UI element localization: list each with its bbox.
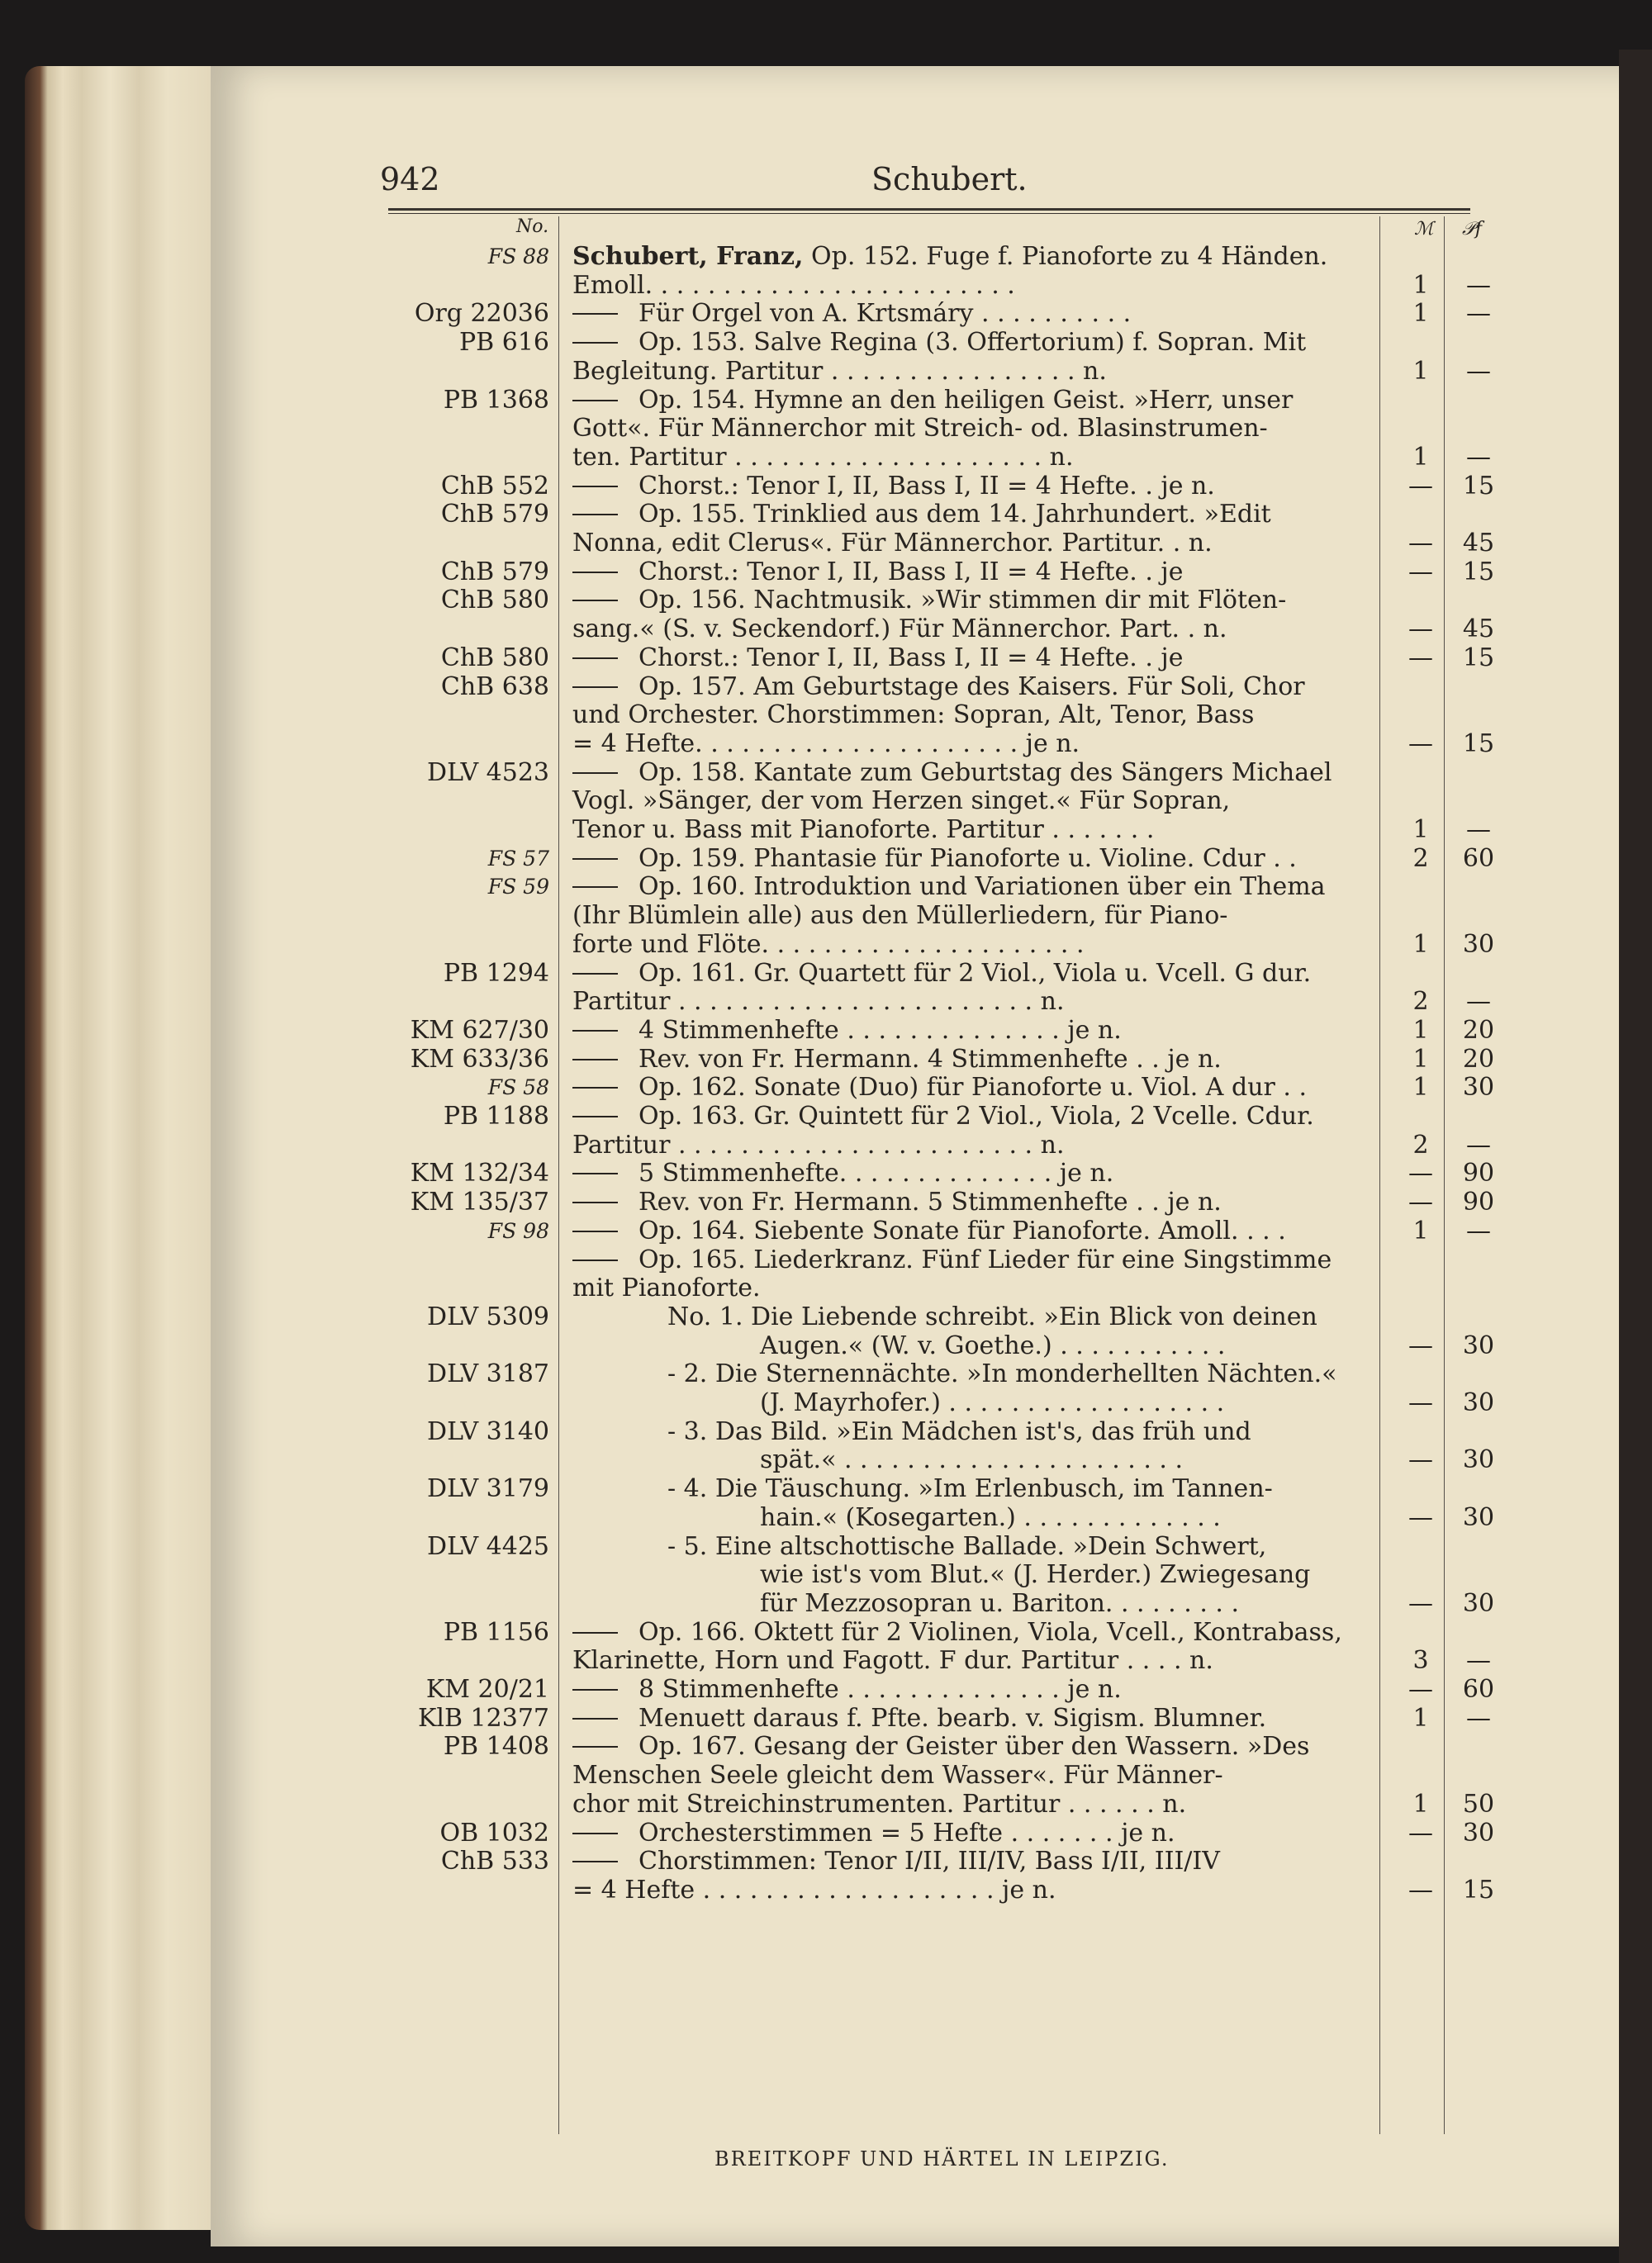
entry-description: Menschen Seele gleicht dem Wasser«. Für Männer- [572,1761,1223,1791]
price-mark: 1 [1412,299,1429,329]
entry-description: Rev. von Fr. Hermann. 5 Stimmenhefte . . je n. [638,1188,1222,1217]
col-head-mark: ℳ [1414,219,1434,240]
price-mark: — [1408,614,1433,644]
entry-line [0,1847,1652,1876]
plate-number: FS 58 [487,1075,549,1100]
price-pfennig: 30 [1462,1388,1495,1417]
plate-number: DLV 4425 [427,1531,549,1561]
entry-line [0,1245,1652,1274]
entry-line [0,1045,1652,1074]
entry-line [0,1589,1652,1618]
entry-description: No. 1. Die Liebende schreibt. »Ein Blick von deinen [667,1302,1317,1331]
price-pfennig: 90 [1462,1159,1495,1188]
entry-description: (Ihr Blümlein alle) aus den Müllerliedern, für Piano- [572,901,1228,931]
price-mark: — [1408,1875,1433,1905]
plate-number: ChB 580 [440,643,549,672]
price-pfennig: — [1466,1646,1491,1676]
entry-description: Op. 160. Introduktion und Variationen über ein Thema [638,872,1326,902]
entry-description: Vogl. »Sänger, der vom Herzen singet.« Für Sopran, [572,786,1231,816]
price-pfennig: — [1466,815,1491,844]
entry-description: Op. 163. Gr. Quintett für 2 Viol., Viola, 2 Vcelle. Cdur. [638,1102,1314,1131]
ditto-dash [572,1689,618,1691]
entry-description: Op. 167. Gesang der Geister über den Wassern. »Des [638,1732,1310,1762]
entry-line [0,1761,1652,1790]
plate-number: PB 1188 [443,1102,549,1131]
ditto-dash [572,1087,618,1089]
entry-description: und Orchester. Chorstimmen: Sopran, Alt, Tenor, Bass [572,700,1255,730]
entry-line [0,299,1652,328]
entry-line [0,758,1652,787]
publisher-footer: BREITKOPF UND HÄRTEL IN LEIPZIG. [714,2147,1170,2170]
price-mark: — [1408,1675,1433,1704]
price-pfennig: 15 [1462,471,1495,501]
entry-description: wie ist's vom Blut.« (J. Herder.) Zwiegesang [760,1560,1311,1590]
price-mark: 1 [1412,1789,1429,1819]
ditto-dash [572,1260,618,1261]
price-mark: — [1408,1502,1433,1532]
entry-description: mit Pianoforte. [572,1274,761,1303]
plate-number: DLV 3140 [427,1416,549,1446]
entry-description: Augen.« (W. v. Goethe.) . . . . . . . . . . . [760,1331,1226,1360]
entry-line [0,786,1652,815]
entry-description: Chorst.: Tenor I, II, Bass I, II = 4 Hefte. . je n. [638,471,1215,501]
entry-line [0,557,1652,586]
entry-description: = 4 Hefte . . . . . . . . . . . . . . . . . . . je n. [572,1875,1056,1905]
plate-number: OB 1032 [439,1818,549,1848]
entry-line [0,1503,1652,1532]
price-pfennig: 15 [1462,557,1495,586]
plate-number: KM 633/36 [410,1044,549,1074]
ditto-dash [572,600,618,601]
entry-description: Op. 159. Phantasie für Pianoforte u. Violine. Cdur . . [638,843,1297,873]
entry-line [0,443,1652,472]
plate-number: KM 135/37 [410,1188,549,1217]
price-mark: 2 [1412,1130,1429,1160]
plate-number: PB 1408 [443,1732,549,1762]
price-mark: 3 [1412,1646,1429,1676]
page-title: Schubert. [871,161,1028,197]
ditto-dash [572,657,618,659]
entry-description: Op. 166. Oktett für 2 Violinen, Viola, Vcell., Kontrabass, [638,1617,1342,1647]
plate-number: ChB 533 [440,1847,549,1876]
entry-line [0,271,1652,300]
entry-description: Partitur . . . . . . . . . . . . . . . . . . . . . . . n. [572,987,1065,1017]
entry-line [0,987,1652,1016]
ditto-dash [572,772,618,774]
entry-line [0,872,1652,901]
entry-line [0,1302,1652,1331]
plate-number: KlB 12377 [417,1703,549,1733]
entry-description: Emoll. . . . . . . . . . . . . . . . . . . . . . . . [572,270,1015,300]
price-pfennig: 30 [1462,1445,1495,1475]
entry-description: Op. 165. Liederkranz. Fünf Lieder für eine Singstimme [638,1245,1332,1274]
entry-description: Schubert, Franz, Op. 152. Fuge f. Pianoforte zu 4 Händen. [572,242,1328,271]
plate-number: FS 59 [487,875,549,899]
ditto-dash [572,572,618,573]
entry-description: Op. 155. Trinklied aus dem 14. Jahrhundert. »Edit [638,500,1271,529]
price-pfennig: — [1466,270,1491,300]
entry-line [0,815,1652,844]
ditto-dash [572,1202,618,1203]
price-mark: — [1408,1159,1433,1188]
ditto-dash [572,514,618,515]
entry-description: Op. 157. Am Geburtstage des Kaisers. Für Soli, Chor [638,671,1305,701]
entry-line [0,1102,1652,1131]
entry-description: forte und Flöte. . . . . . . . . . . . . . . . . . . . . [572,929,1085,959]
entry-line [0,1646,1652,1675]
entry-line [0,1131,1652,1160]
plate-number: ChB 580 [440,586,549,615]
ditto-dash [572,313,618,315]
price-pfennig: 30 [1462,1331,1495,1360]
entry-description: für Mezzosopran u. Bariton. . . . . . . . . [760,1588,1240,1618]
price-pfennig: — [1466,1216,1491,1245]
entry-line [0,1188,1652,1217]
ditto-dash [572,1861,618,1862]
price-mark: 1 [1412,1703,1429,1733]
price-pfennig: 90 [1462,1188,1495,1217]
entry-line [0,242,1652,271]
composer-name: Schubert, Franz, [572,242,804,271]
entry-description: Op. 158. Kantate zum Geburtstag des Sängers Michael [638,757,1332,787]
entry-line [0,1417,1652,1446]
price-pfennig: 30 [1462,1073,1495,1103]
entry-line [0,472,1652,501]
entry-description: 4 Stimmenhefte . . . . . . . . . . . . . . je n. [638,1015,1122,1045]
plate-number: PB 1368 [443,385,549,415]
price-mark: — [1408,1588,1433,1618]
entry-description: Chorst.: Tenor I, II, Bass I, II = 4 Hefte. . je [638,557,1184,586]
entry-line [0,1675,1652,1704]
plate-number: DLV 5309 [427,1302,549,1331]
ditto-dash [572,858,618,860]
price-mark: 1 [1412,929,1429,959]
price-mark: 1 [1412,1216,1429,1245]
plate-number: Org 22036 [414,299,549,329]
ditto-dash [572,1746,618,1748]
entry-line [0,1359,1652,1388]
plate-number: ChB 638 [440,671,549,701]
price-mark: — [1408,643,1433,672]
ditto-dash [572,973,618,975]
entry-line [0,1790,1652,1819]
entry-line [0,1159,1652,1188]
price-pfennig: 45 [1462,614,1495,644]
plate-number: KM 20/21 [425,1675,549,1704]
header-rule [388,208,1470,211]
ditto-dash [572,886,618,888]
ditto-dash [572,1059,618,1060]
entry-description: 5 Stimmenhefte. . . . . . . . . . . . . . je n. [638,1159,1114,1188]
entry-description: Für Orgel von A. Krtsmáry . . . . . . . . . . [638,299,1132,329]
entry-line [0,328,1652,357]
entry-line [0,1445,1652,1474]
entry-line [0,700,1652,729]
price-pfennig: 15 [1462,1875,1495,1905]
entry-description: (J. Mayrhofer.) . . . . . . . . . . . . . . . . . . [760,1388,1225,1417]
entry-line [0,1331,1652,1360]
entry-description: Menuett daraus f. Pfte. bearb. v. Sigism. Blumner. [638,1703,1267,1733]
price-mark: 1 [1412,1015,1429,1045]
entry-line [0,901,1652,930]
entry-line [0,1560,1652,1589]
entry-description: Begleitung. Partitur . . . . . . . . . . . . . . . . n. [572,356,1107,386]
ditto-dash [572,1833,618,1834]
entry-description: Chorst.: Tenor I, II, Bass I, II = 4 Hefte. . je [638,643,1184,672]
entry-line [0,357,1652,386]
ditto-dash [572,1718,618,1720]
ditto-dash [572,1116,618,1117]
entry-description: Op. 161. Gr. Quartett für 2 Viol., Viola u. Vcell. G dur. [638,958,1312,988]
plate-number: PB 1294 [443,958,549,988]
ditto-dash [572,1173,618,1174]
entry-description: Gott«. Für Männerchor mit Streich- od. Blasinstrumen- [572,414,1268,444]
entry-line [0,1819,1652,1848]
ditto-dash [572,1231,618,1232]
price-pfennig: — [1466,299,1491,329]
entry-line [0,729,1652,758]
price-mark: 2 [1412,987,1429,1017]
price-pfennig: — [1466,1703,1491,1733]
entry-description: sang.« (S. v. Seckendorf.) Für Männerchor. Part. . n. [572,614,1227,644]
entry-line [0,500,1652,529]
entry-description: Op. 164. Siebente Sonate für Pianoforte. Amoll. . . . [638,1216,1286,1245]
ditto-dash [572,400,618,401]
entry-line [0,414,1652,443]
entry-description: Op. 162. Sonate (Duo) für Pianoforte u. Viol. A dur . . [638,1073,1308,1103]
price-mark: 1 [1412,815,1429,844]
price-pfennig: 30 [1462,1588,1495,1618]
entry-description: chor mit Streichinstrumenten. Partitur . . . . . . n. [572,1789,1187,1819]
entry-line [0,1073,1652,1102]
plate-number: KM 627/30 [410,1015,549,1045]
price-mark: — [1408,1331,1433,1360]
entry-line [0,1388,1652,1417]
entry-description: Orchesterstimmen = 5 Hefte . . . . . . . je n. [638,1818,1175,1848]
entry-description: Nonna, edit Clerus«. Für Männerchor. Partitur. . n. [572,529,1213,557]
ditto-dash [572,486,618,487]
entry-line [0,586,1652,614]
price-pfennig: 60 [1462,1675,1495,1704]
entry-line [0,672,1652,701]
entry-description: - 4. Die Täuschung. »Im Erlenbusch, im Tannen- [667,1474,1273,1504]
entry-description: ten. Partitur . . . . . . . . . . . . . . . . . . . . n. [572,442,1074,472]
plate-number: KM 132/34 [410,1159,549,1188]
entry-line [0,1016,1652,1045]
price-pfennig: — [1466,1130,1491,1160]
entry-line [0,1876,1652,1905]
entry-description: Rev. von Fr. Hermann. 4 Stimmenhefte . . je n. [638,1044,1222,1074]
plate-number: FS 88 [487,244,549,268]
entry-line [0,1618,1652,1647]
entry-description: hain.« (Kosegarten.) . . . . . . . . . . . . . [760,1502,1221,1532]
price-pfennig: 45 [1462,529,1495,557]
plate-number: PB 1156 [443,1617,549,1647]
entry-line [0,386,1652,415]
entry-description: 8 Stimmenhefte . . . . . . . . . . . . . . je n. [638,1675,1122,1704]
entry-description: Op. 154. Hymne an den heiligen Geist. »Herr, unser [638,385,1294,415]
price-mark: 1 [1412,1073,1429,1103]
col-head-no: No. [516,216,549,237]
entry-line [0,1704,1652,1733]
entry-description: - 5. Eine altschottische Ballade. »Dein Schwert, [667,1531,1267,1561]
price-pfennig: 30 [1462,1818,1495,1848]
entry-line [0,529,1652,557]
entry-line [0,614,1652,643]
plate-number: PB 616 [458,328,549,358]
entry-line [0,930,1652,959]
price-mark: 1 [1412,442,1429,472]
price-mark: — [1408,728,1433,758]
entry-description: spät.« . . . . . . . . . . . . . . . . . . . . . . [760,1445,1184,1475]
entry-line [0,1732,1652,1761]
price-pfennig: 30 [1462,929,1495,959]
price-pfennig: 20 [1462,1015,1495,1045]
price-mark: — [1408,1818,1433,1848]
price-pfennig: — [1466,356,1491,386]
price-mark: — [1408,1388,1433,1417]
plate-number: FS 98 [487,1218,549,1243]
price-pfennig: — [1466,987,1491,1017]
price-pfennig: 30 [1462,1502,1495,1532]
entry-description: Tenor u. Bass mit Pianoforte. Partitur . . . . . . . [572,815,1155,844]
ditto-dash [572,1632,618,1634]
plate-number: DLV 3187 [427,1359,549,1389]
price-pfennig: 50 [1462,1789,1495,1819]
price-pfennig: 60 [1462,843,1495,873]
plate-number: FS 57 [487,846,549,871]
price-mark: 1 [1412,1044,1429,1074]
entry-description: - 3. Das Bild. »Ein Mädchen ist's, das früh und [667,1416,1251,1446]
entry-line [0,1274,1652,1302]
entry-description: = 4 Hefte. . . . . . . . . . . . . . . . . . . . . je n. [572,728,1080,758]
entry-description: Partitur . . . . . . . . . . . . . . . . . . . . . . . n. [572,1130,1065,1160]
price-mark: — [1408,471,1433,501]
ditto-dash [572,342,618,344]
price-pfennig: 15 [1462,728,1495,758]
price-mark: 2 [1412,843,1429,873]
entry-line [0,1532,1652,1561]
entry-description: Op. 153. Salve Regina (3. Offertorium) f. Sopran. Mit [638,328,1307,358]
price-mark: — [1408,557,1433,586]
price-pfennig: 20 [1462,1044,1495,1074]
plate-number: DLV 4523 [427,757,549,787]
entry-line [0,1474,1652,1503]
price-mark: 1 [1412,270,1429,300]
price-pfennig: — [1466,442,1491,472]
header-rule-thin [388,213,1470,214]
plate-number: DLV 3179 [427,1474,549,1504]
entry-line [0,1217,1652,1245]
price-mark: — [1408,1445,1433,1475]
price-mark: — [1408,1188,1433,1217]
entry-line [0,643,1652,672]
entry-description: Klarinette, Horn und Fagott. F dur. Partitur . . . . n. [572,1646,1213,1676]
plate-number: ChB 552 [440,471,549,501]
ditto-dash [572,1030,618,1032]
entry-description: Op. 156. Nachtmusik. »Wir stimmen dir mit Flöten- [638,586,1287,615]
entry-line [0,844,1652,873]
entry-description: - 2. Die Sternennächte. »In monderhellten Nächten.« [667,1359,1337,1389]
ditto-dash [572,686,618,688]
plate-number: ChB 579 [440,557,549,586]
entry-line [0,959,1652,988]
price-mark: — [1408,529,1433,557]
price-mark: 1 [1412,356,1429,386]
col-head-pfennig: 𝒫f [1462,219,1483,240]
page-number: 942 [380,161,440,197]
entry-description: Chorstimmen: Tenor I/II, III/IV, Bass I/II, III/IV [638,1847,1220,1876]
plate-number: ChB 579 [440,500,549,529]
price-pfennig: 15 [1462,643,1495,672]
